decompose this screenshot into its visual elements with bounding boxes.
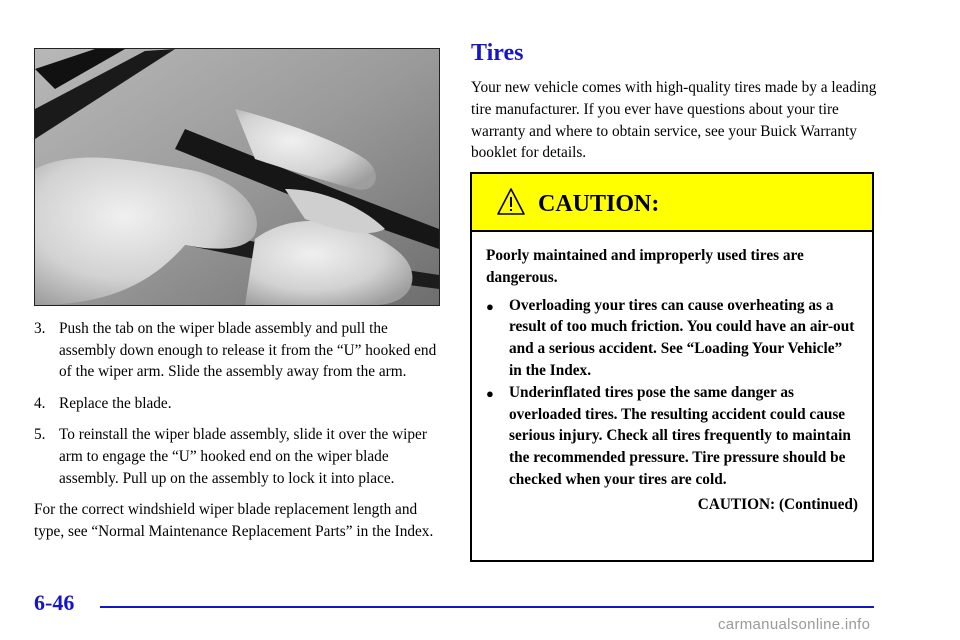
step-number: 5. [34,426,46,444]
left-column [34,318,444,542]
wiper-blade-photo [34,48,440,306]
step-5 [34,424,444,489]
step-number: 3. [34,320,46,337]
bullet-icon: ● [486,385,494,401]
caution-bullet [486,382,858,491]
replacement-note: For the correct windshield wiper blade replacement length and type, see “Normal Maintenance Replacement Parts” in the Index. [34,501,434,540]
step-number: 4. [34,394,46,412]
step-3 [34,318,444,383]
caution-title: CAUTION: [538,190,660,217]
caution-box [470,172,874,562]
warning-triangle-icon [496,187,526,217]
bullet-icon: ● [486,298,494,314]
caution-lead: Poorly maintained and improperly used tires are dangerous. [486,247,804,286]
caution-bullet-text: Underinflated tires pose the same danger as overloaded tires. The resulting accident could cause serious injury. Check all tires frequently to maintain the recommended pressure. Tire pressure should be checked when your tires are cold. [509,383,851,488]
step-4 [34,393,444,415]
caution-bullet [486,295,858,382]
step-text: Push the tab on the wiper blade assembly and pull the assembly down enough to release it from the “U” hooked end of the wiper arm. Slide the assembly away from the arm. [59,320,437,381]
caution-body [472,232,872,516]
step-text: To reinstall the wiper blade assembly, slide it over the wiper arm to engage the “U” hooked end on the wiper blade assembly. Pull up on the assembly to lock it into place. [59,426,427,487]
section-intro: Your new vehicle comes with high-quality tires made by a leading tire manufacturer. If you ever have questions about your tire warranty and where to obtain service, see your Buick Warranty booklet for details. [471,79,877,162]
footer-rule [100,606,874,608]
caution-bullet-text: Overloading your tires can cause overheating as a result of too much friction. You could have an air-out and a serious accident. See “Loading Your Vehicle” in the Index. [509,296,855,379]
page-number: 6-46 [34,590,75,615]
section-title: Tires [471,40,524,66]
step-text: Replace the blade. [59,394,172,412]
watermark: carmanualsonline.info [718,616,871,633]
caution-header [472,174,872,232]
caution-continued: CAUTION: (Continued) [697,495,858,513]
